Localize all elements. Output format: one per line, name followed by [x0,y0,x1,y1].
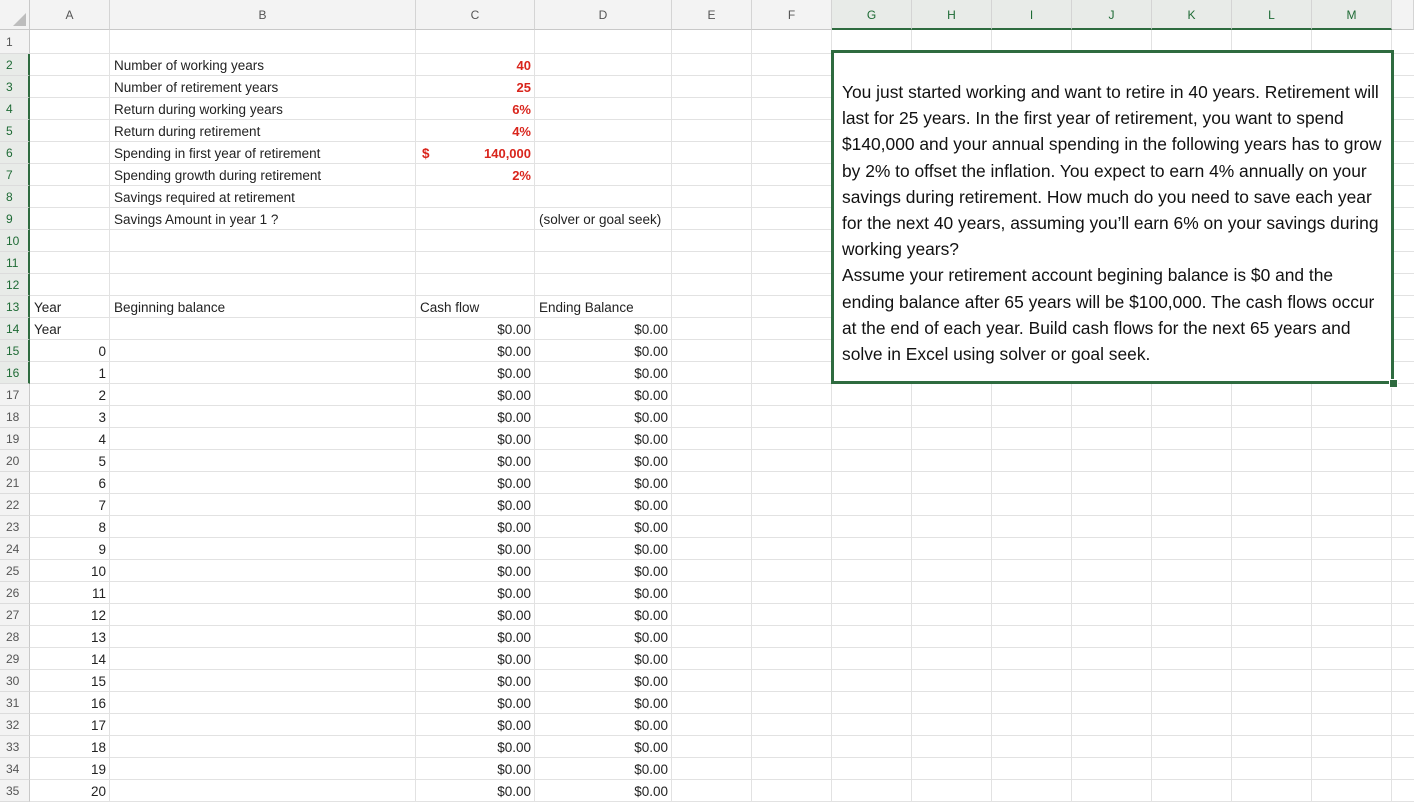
year-cell[interactable]: 19 [90,761,106,777]
year-cell[interactable]: 6 [98,475,106,491]
row-header-10[interactable]: 10 [0,230,30,252]
ending-balance-cell[interactable]: $0.00 [634,541,668,557]
row-header-33[interactable]: 33 [0,736,30,758]
row-header-31[interactable]: 31 [0,692,30,714]
cash-flow-cell[interactable]: $0.00 [497,651,531,667]
row-header-6[interactable]: 6 [0,142,30,164]
input-working-years[interactable]: 40 [516,57,531,73]
cash-flow-cell[interactable]: $0.00 [497,695,531,711]
cash-flow-cell[interactable]: $0.00 [497,585,531,601]
cash-flow-cell[interactable]: $0.00 [497,519,531,535]
ending-balance-cell[interactable]: $0.00 [634,563,668,579]
year-cell[interactable]: 2 [98,387,106,403]
row-header-13[interactable]: 13 [0,296,30,318]
ending-balance-cell[interactable]: $0.00 [634,321,668,337]
label-spending-growth[interactable]: Spending growth during retirement [114,167,322,183]
row-gridline [30,757,1414,758]
year-cell[interactable]: 20 [90,783,106,799]
select-all-triangle-icon [13,13,26,26]
row-header-29[interactable]: 29 [0,648,30,670]
year-cell[interactable]: 5 [98,453,106,469]
row-header-28[interactable]: 28 [0,626,30,648]
header-ending-balance[interactable]: Ending Balance [539,299,634,315]
row-header-20[interactable]: 20 [0,450,30,472]
year-cell[interactable]: 14 [90,651,106,667]
row-header-9[interactable]: 9 [0,208,30,230]
row-header-26[interactable]: 26 [0,582,30,604]
row-header-4[interactable]: 4 [0,98,30,120]
cash-flow-cell[interactable]: $0.00 [497,739,531,755]
row-gridline [30,537,1414,538]
year-cell[interactable]: 13 [90,629,106,645]
row-header-35[interactable]: 35 [0,780,30,802]
label-savings-required[interactable]: Savings required at retirement [114,189,295,205]
input-spending-first-year[interactable]: 140,000 [484,145,531,161]
input-retirement-years[interactable]: 25 [516,79,531,95]
row-gridline [30,735,1414,736]
ending-balance-cell[interactable]: $0.00 [634,343,668,359]
year-cell[interactable]: 11 [91,585,106,601]
year-cell[interactable]: 17 [90,717,106,733]
header-cash-flow[interactable]: Cash flow [420,299,480,315]
row-gridline [30,449,1414,450]
row-header-32[interactable]: 32 [0,714,30,736]
column-header-d[interactable]: D [535,0,672,30]
row-gridline [30,471,1414,472]
ending-balance-cell[interactable]: $0.00 [634,695,668,711]
label-savings-year1[interactable]: Savings Amount in year 1 ? [114,211,279,227]
year-cell[interactable]: 12 [90,607,106,623]
column-header-i[interactable]: I [992,0,1072,30]
ending-balance-cell[interactable]: $0.00 [634,497,668,513]
column-header-c[interactable]: C [416,0,535,30]
label-working-years[interactable]: Number of working years [114,57,265,73]
column-header-f[interactable]: F [752,0,832,30]
problem-paragraph-2: Assume your retirement account begining balance is $0 and the ending balance after 65 years will be $100,000. The cash flows occur at the end of each year. Build cash flows for the next 65 years and solve in Excel using solver or goal seek. [842,265,1375,365]
ending-balance-cell[interactable]: $0.00 [634,761,668,777]
ending-balance-cell[interactable]: $0.00 [634,365,668,381]
row-gridline [30,603,1414,604]
column-header-overflow [1392,0,1414,30]
row-header-2[interactable]: 2 [0,54,30,76]
year-cell[interactable]: 16 [90,695,106,711]
cash-flow-cell[interactable]: $0.00 [497,783,531,799]
ending-balance-cell[interactable]: $0.00 [634,409,668,425]
column-header-b[interactable]: B [110,0,416,30]
ending-balance-cell[interactable]: $0.00 [634,431,668,447]
row-header-7[interactable]: 7 [0,164,30,186]
cash-flow-cell[interactable]: $0.00 [497,409,531,425]
column-header-a[interactable]: A [30,0,110,30]
row-gridline [30,515,1414,516]
year-cell[interactable]: 18 [90,739,106,755]
problem-text-box[interactable] [831,50,1394,384]
ending-balance-cell[interactable]: $0.00 [634,717,668,733]
column-header-e[interactable]: E [672,0,752,30]
row-header-19[interactable]: 19 [0,428,30,450]
column-header-g[interactable]: G [832,0,912,30]
input-return-working[interactable]: 6% [512,101,531,117]
ending-balance-cell[interactable]: $0.00 [634,453,668,469]
cash-flow-cell[interactable]: $0.00 [497,497,531,513]
column-header-j[interactable]: J [1072,0,1152,30]
column-header-h[interactable]: H [912,0,992,30]
row-header-25[interactable]: 25 [0,560,30,582]
ending-balance-cell[interactable]: $0.00 [634,519,668,535]
row-gridline [30,779,1414,780]
ending-balance-cell[interactable]: $0.00 [634,607,668,623]
cash-flow-cell[interactable]: $0.00 [497,321,531,337]
row-gridline [30,691,1414,692]
year-cell[interactable]: 15 [90,673,106,689]
row-header-23[interactable]: 23 [0,516,30,538]
row-header-15[interactable]: 15 [0,340,30,362]
cash-flow-cell[interactable]: $0.00 [497,431,531,447]
header-year-2[interactable]: Year [34,321,62,337]
cash-flow-cell[interactable]: $0.00 [497,563,531,579]
row-header-8[interactable]: 8 [0,186,30,208]
ending-balance-cell[interactable]: $0.00 [634,673,668,689]
row-header-21[interactable]: 21 [0,472,30,494]
cash-flow-cell[interactable]: $0.00 [497,673,531,689]
ending-balance-cell[interactable]: $0.00 [634,651,668,667]
ending-balance-cell[interactable]: $0.00 [634,783,668,799]
row-header-12[interactable]: 12 [0,274,30,296]
cash-flow-cell[interactable]: $0.00 [497,717,531,733]
label-return-retirement[interactable]: Return during retirement [114,123,261,139]
currency-symbol: $ [422,145,430,161]
cash-flow-cell[interactable]: $0.00 [497,629,531,645]
year-cell[interactable]: 10 [90,563,106,579]
row-gridline [30,713,1414,714]
ending-balance-cell[interactable]: $0.00 [634,475,668,491]
row-gridline [30,625,1414,626]
label-retirement-years[interactable]: Number of retirement years [114,79,279,95]
year-cell[interactable]: 8 [98,519,106,535]
cash-flow-cell[interactable]: $0.00 [497,541,531,557]
solver-note[interactable]: (solver or goal seek) [539,211,662,227]
ending-balance-cell[interactable]: $0.00 [634,739,668,755]
row-gridline [30,493,1414,494]
row-header-1[interactable]: 1 [0,30,30,54]
row-gridline [30,669,1414,670]
row-gridline [30,559,1414,560]
row-gridline [30,427,1414,428]
row-header-16[interactable]: 16 [0,362,30,384]
row-gridline [30,405,1414,406]
column-header-l[interactable]: L [1232,0,1312,30]
row-header-27[interactable]: 27 [0,604,30,626]
column-gridline [751,30,752,802]
row-header-34[interactable]: 34 [0,758,30,780]
header-beginning-balance[interactable]: Beginning balance [114,299,226,315]
cash-flow-cell[interactable]: $0.00 [497,475,531,491]
cash-flow-cell[interactable]: $0.00 [497,343,531,359]
cash-flow-cell[interactable]: $0.00 [497,365,531,381]
year-cell[interactable]: 4 [98,431,106,447]
cash-flow-cell[interactable]: $0.00 [497,607,531,623]
year-cell[interactable]: 7 [98,497,106,513]
year-cell[interactable]: 3 [98,409,106,425]
row-header-14[interactable]: 14 [0,318,30,340]
problem-paragraph-1: You just started working and want to retire in 40 years. Retirement will last for 25 years. In the first year of retirement, you want to spend $140,000 and your annual spending in the following years has to grow by 2% to offset the inflation. You expect to earn 4% annually on your savings during retirement. How much do you need to save each year for the next 40 years, assuming you’ll earn 6% on your savings during working years? [842,82,1382,260]
year-cell[interactable]: 0 [98,343,106,359]
input-return-retirement[interactable]: 4% [512,123,531,139]
row-gridline [30,647,1414,648]
row-header-18[interactable]: 18 [0,406,30,428]
row-gridline [30,581,1414,582]
label-spending-first-year[interactable]: Spending in first year of retirement [114,145,321,161]
column-header-k[interactable]: K [1152,0,1232,30]
ending-balance-cell[interactable]: $0.00 [634,629,668,645]
row-header-3[interactable]: 3 [0,76,30,98]
cash-flow-cell[interactable]: $0.00 [497,761,531,777]
label-return-working[interactable]: Return during working years [114,101,283,117]
ending-balance-cell[interactable]: $0.00 [634,387,668,403]
year-cell[interactable]: 1 [98,365,106,381]
input-spending-growth[interactable]: 2% [512,167,531,183]
header-year[interactable]: Year [34,299,62,315]
row-header-17[interactable]: 17 [0,384,30,406]
select-all-corner[interactable] [0,0,30,30]
column-header-m[interactable]: M [1312,0,1392,30]
year-cell[interactable]: 9 [98,541,106,557]
row-header-5[interactable]: 5 [0,120,30,142]
row-header-24[interactable]: 24 [0,538,30,560]
row-header-22[interactable]: 22 [0,494,30,516]
row-header-30[interactable]: 30 [0,670,30,692]
cash-flow-cell[interactable]: $0.00 [497,387,531,403]
ending-balance-cell[interactable]: $0.00 [634,585,668,601]
cash-flow-cell[interactable]: $0.00 [497,453,531,469]
row-header-11[interactable]: 11 [0,252,30,274]
textbox-resize-handle[interactable] [1389,379,1398,388]
